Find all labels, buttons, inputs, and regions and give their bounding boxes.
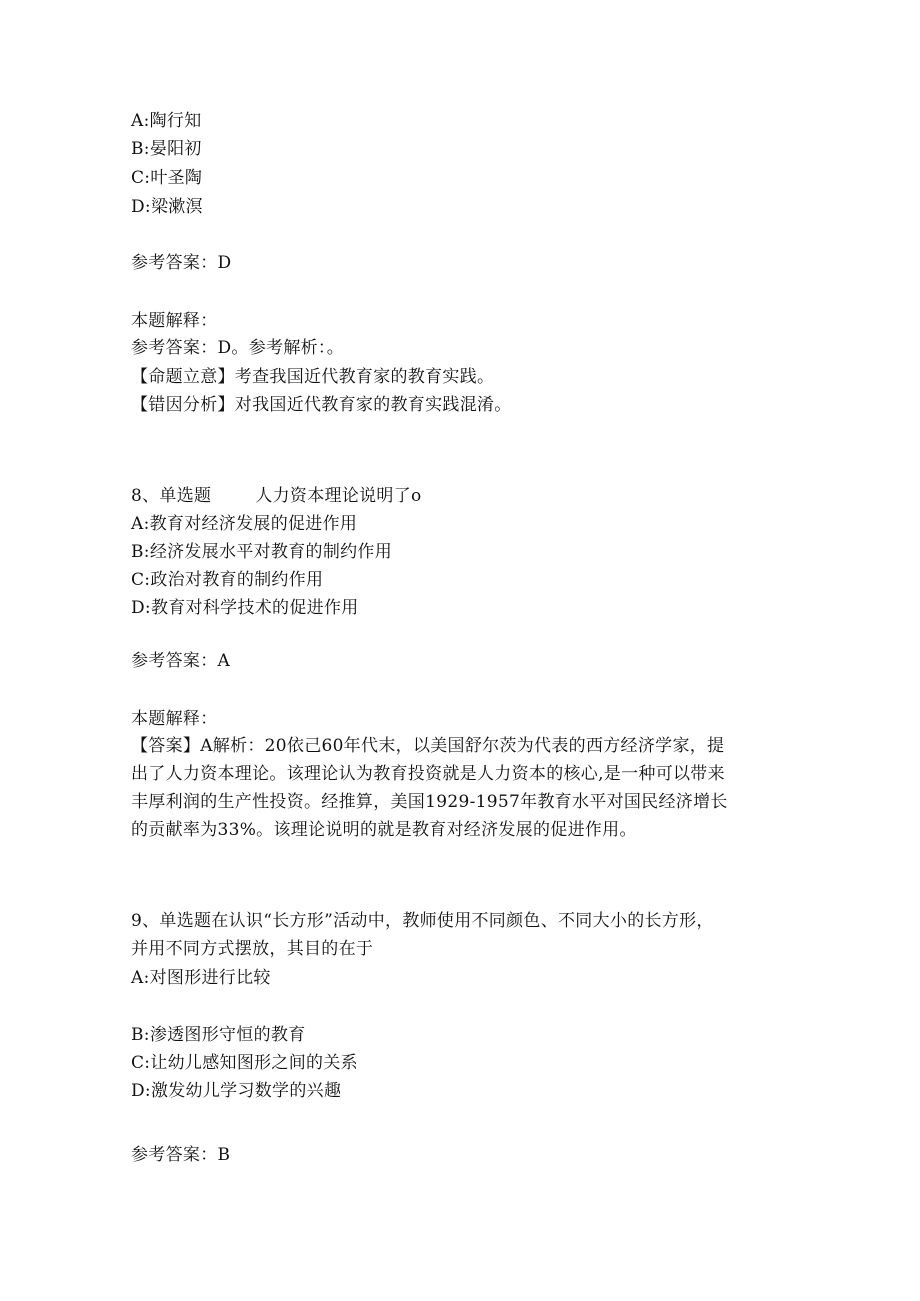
q8-option-b: B:经济发展水平对教育的制约作用 bbox=[131, 542, 393, 562]
q7-explanation-line-1: 参考答案：D。参考解析：。 bbox=[131, 338, 345, 358]
q9-option-b: B:渗透图形守恒的教育 bbox=[131, 1025, 306, 1045]
q8-explanation-line-1: 【答案】A解析：20依己60年代末，以美国舒尔茨为代表的西方经济学家，提 bbox=[131, 736, 725, 756]
q8-explanation-label: 本题解释： bbox=[131, 709, 218, 729]
q7-explanation-line-2: 【命题立意】考查我国近代教育家的教育实践。 bbox=[131, 367, 495, 387]
q7-option-b: B:晏阳初 bbox=[131, 139, 202, 159]
q8-explanation-line-2: 出了人力资本理论。该理论认为教育投资就是人力资本的核心,是一种可以带来 bbox=[131, 764, 725, 784]
q8-option-d: D:教育对科学技术的促进作用 bbox=[131, 598, 359, 618]
q8-stem: 人力资本理论说明了o bbox=[255, 486, 422, 506]
q9-option-a: A:对图形进行比较 bbox=[131, 968, 271, 988]
q8-option-c: C:政治对教育的制约作用 bbox=[131, 570, 324, 590]
q7-option-c: C:叶圣陶 bbox=[131, 168, 203, 188]
q8-explanation-line-3: 丰厚利润的生产性投资。经推算，美国1929-1957年教育水平对国民经济增长 bbox=[131, 792, 728, 812]
q9-option-d: D:激发幼儿学习数学的兴趣 bbox=[131, 1081, 342, 1101]
q9-answer: 参考答案：B bbox=[131, 1145, 231, 1165]
q8-answer: 参考答案：A bbox=[131, 651, 231, 671]
q7-answer: 参考答案：D bbox=[131, 253, 232, 273]
q9-option-c: C:让幼儿感知图形之间的关系 bbox=[131, 1053, 358, 1073]
q8-number-type: 8、单选题 bbox=[131, 486, 212, 506]
q7-explanation-line-3: 【错因分析】对我国近代教育家的教育实践混淆。 bbox=[131, 395, 512, 415]
q8-option-a: A:教育对经济发展的促进作用 bbox=[131, 514, 358, 534]
q7-option-d: D:梁漱溟 bbox=[131, 197, 203, 217]
q7-option-a: A:陶行知 bbox=[131, 111, 202, 131]
q9-stem-line-1: 9、单选题在认识“长方形”活动中，教师使用不同颜色、不同大小的长方形， bbox=[131, 911, 714, 931]
q8-explanation-line-4: 的贡献率为33%。该理论说明的就是教育对经济发展的促进作用。 bbox=[131, 820, 637, 840]
q9-stem-line-2: 并用不同方式摆放，其目的在于 bbox=[131, 939, 374, 959]
q8-header bbox=[131, 485, 422, 507]
q7-explanation-label: 本题解释： bbox=[131, 311, 218, 331]
